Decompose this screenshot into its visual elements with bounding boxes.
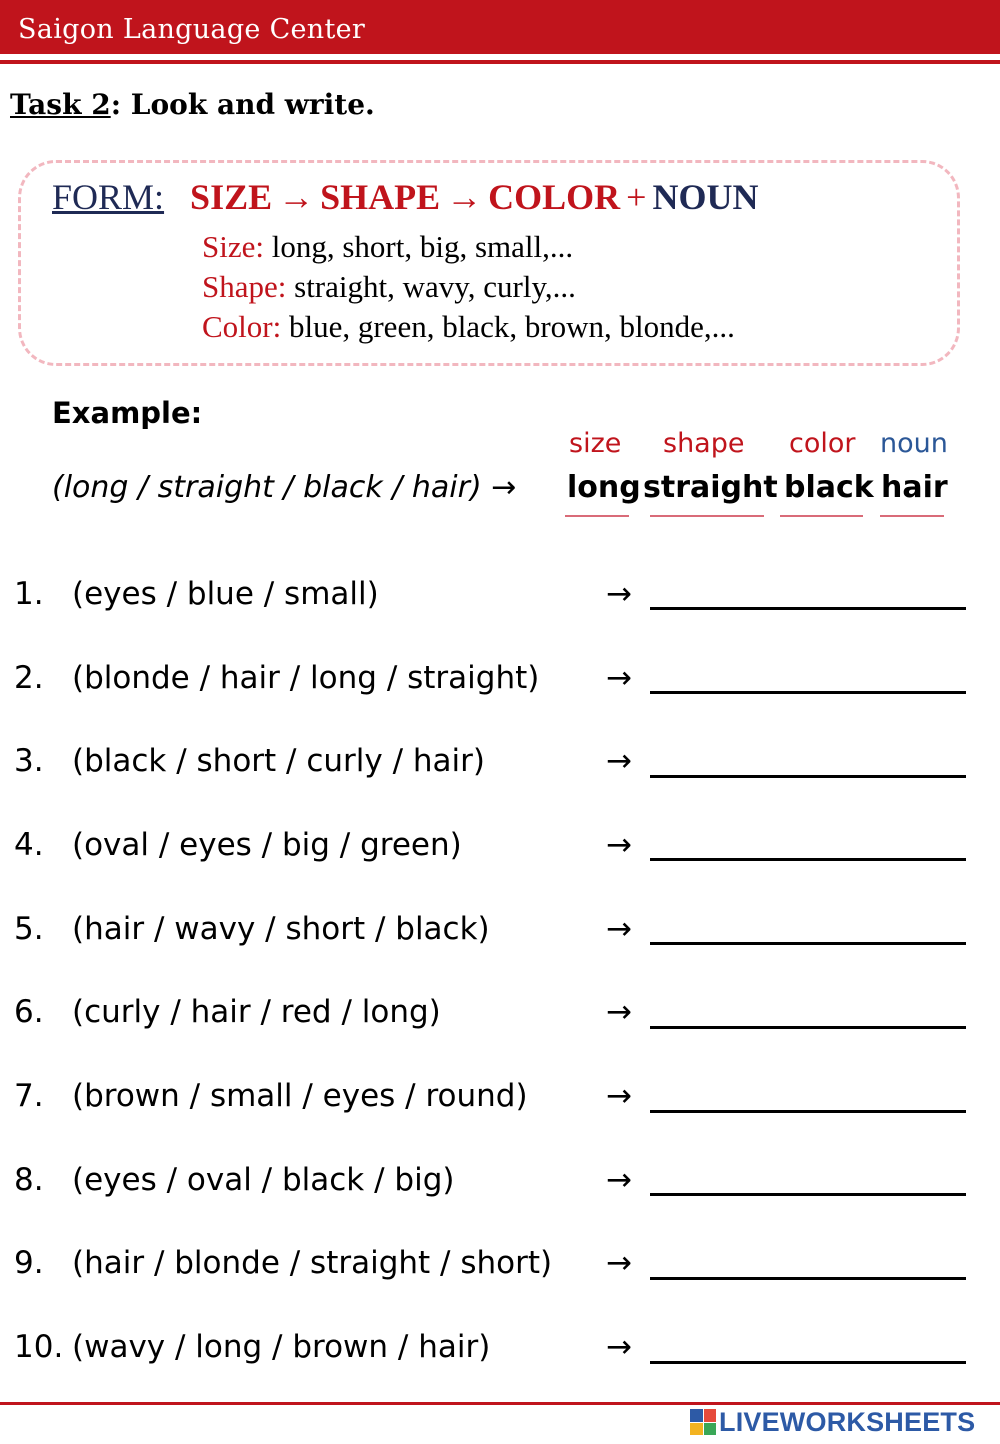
answer-blank[interactable] [650, 1110, 966, 1113]
arrow-icon: → [606, 660, 632, 696]
item-number: 2. [14, 660, 44, 696]
answer-blank[interactable] [650, 607, 966, 610]
answer-blank[interactable] [650, 1193, 966, 1196]
example-prompt: (long / straight / black / hair) → [52, 470, 517, 505]
arrow-icon: → [606, 1078, 632, 1114]
form-label: FORM: [52, 177, 165, 217]
shape-label: Shape: [202, 269, 287, 304]
arrow-icon: → [278, 177, 315, 217]
size-label: Size: [202, 229, 264, 264]
item-number: 3. [14, 743, 44, 779]
form-shape-line [202, 269, 576, 305]
answer-blank[interactable] [650, 942, 966, 945]
example-label: Example: [52, 396, 203, 430]
item-prompt: (hair / wavy / short / black) [72, 911, 490, 947]
example-underline [650, 515, 764, 517]
logo-text: LIVEWORKSHEETS [719, 1406, 976, 1437]
arrow-icon: → [606, 1329, 632, 1365]
item-prompt: (eyes / oval / black / big) [72, 1162, 455, 1198]
liveworksheets-logo-icon [690, 1409, 716, 1435]
category-size: size [569, 428, 622, 459]
form-noun: NOUN [652, 177, 759, 217]
item-number: 1. [14, 576, 44, 612]
item-number: 8. [14, 1162, 44, 1198]
header-divider [0, 60, 1000, 64]
example-answer-shape: straight [643, 470, 778, 505]
arrow-icon: → [606, 994, 632, 1030]
item-number: 9. [14, 1245, 44, 1281]
form-color-line [202, 309, 735, 345]
liveworksheets-logo [690, 1404, 975, 1440]
example-answer-color: black [784, 470, 874, 505]
arrow-icon: → [606, 827, 632, 863]
example-answer-noun: hair [881, 470, 948, 505]
answer-blank[interactable] [650, 858, 966, 861]
answer-blank[interactable] [650, 1361, 966, 1364]
item-number: 4. [14, 827, 44, 863]
answer-blank[interactable] [650, 1277, 966, 1280]
form-formula [52, 176, 758, 218]
form-color: COLOR [488, 177, 621, 217]
category-color: color [789, 428, 856, 459]
arrow-icon: → [446, 177, 483, 217]
task-number: Task 2 [10, 88, 111, 121]
item-number: 7. [14, 1078, 44, 1114]
item-prompt: (eyes / blue / small) [72, 576, 379, 612]
item-prompt: (oval / eyes / big / green) [72, 827, 462, 863]
arrow-icon: → [606, 576, 632, 612]
example-underline [565, 515, 629, 517]
task-title [10, 88, 375, 121]
arrow-icon: → [606, 743, 632, 779]
item-number: 5. [14, 911, 44, 947]
form-size-line [202, 229, 573, 265]
header-title: Saigon Language Center [18, 14, 366, 45]
answer-blank[interactable] [650, 775, 966, 778]
item-prompt: (curly / hair / red / long) [72, 994, 441, 1030]
task-instruction: : Look and write. [110, 88, 375, 121]
color-label: Color: [202, 309, 282, 344]
form-size: SIZE [190, 177, 273, 217]
arrow-icon: → [606, 1162, 632, 1198]
example-answer-size: long [567, 470, 641, 505]
form-shape: SHAPE [320, 177, 441, 217]
example-underline [880, 515, 944, 517]
item-prompt: (wavy / long / brown / hair) [72, 1329, 491, 1365]
item-number: 10. [14, 1329, 64, 1365]
category-shape: shape [663, 428, 745, 459]
category-noun: noun [880, 428, 948, 459]
item-prompt: (hair / blonde / straight / short) [72, 1245, 553, 1281]
answer-blank[interactable] [650, 1026, 966, 1029]
plus-sign: + [626, 177, 647, 217]
example-underline [780, 515, 863, 517]
item-prompt: (brown / small / eyes / round) [72, 1078, 528, 1114]
item-prompt: (black / short / curly / hair) [72, 743, 485, 779]
item-prompt: (blonde / hair / long / straight) [72, 660, 540, 696]
item-number: 6. [14, 994, 44, 1030]
answer-blank[interactable] [650, 691, 966, 694]
arrow-icon: → [606, 911, 632, 947]
color-values: blue, green, black, brown, blonde,... [281, 309, 735, 344]
shape-values: straight, wavy, curly,... [286, 269, 576, 304]
size-values: long, short, big, small,... [264, 229, 574, 264]
arrow-icon: → [606, 1245, 632, 1281]
